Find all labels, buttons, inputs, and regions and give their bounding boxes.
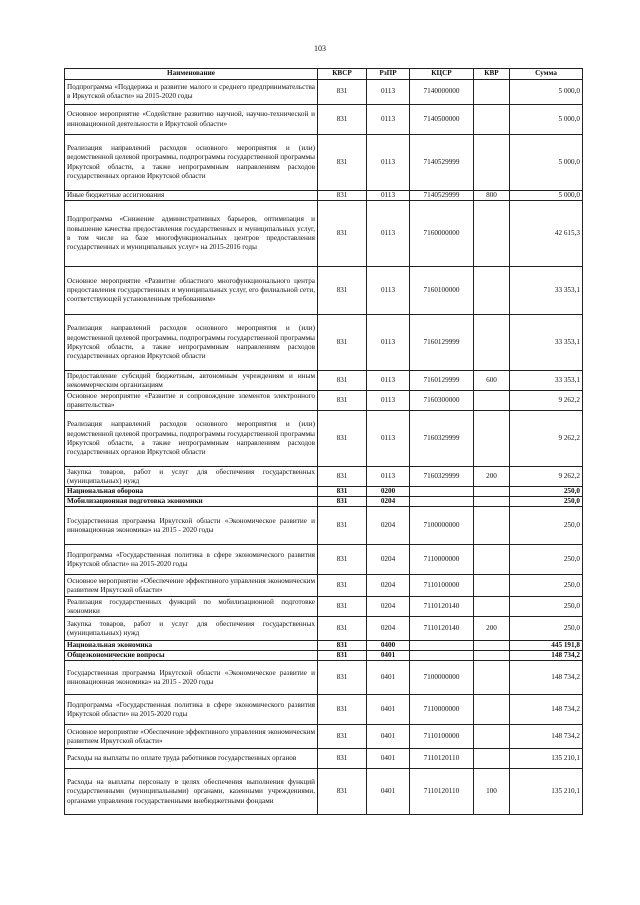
- cell-kvr: [474, 135, 510, 191]
- cell-sum: 148 734,2: [510, 725, 583, 749]
- cell-kcsr: 7160300000: [410, 391, 474, 411]
- cell-kvsr: 831: [318, 315, 367, 371]
- cell-kcsr: [410, 497, 474, 507]
- cell-kcsr: 7110120110: [410, 769, 474, 815]
- cell-kcsr: 7140529999: [410, 191, 474, 201]
- cell-rzpr: 0113: [367, 391, 410, 411]
- cell-kvr: 600: [474, 371, 510, 391]
- cell-name: Государственная программа Иркутской области «Экономическое развитие и инновационная экономика» на 2015 - 2020 годы: [65, 661, 318, 695]
- cell-kcsr: 7140000000: [410, 80, 474, 105]
- cell-kvsr: 831: [318, 391, 367, 411]
- cell-kvr: [474, 695, 510, 725]
- cell-name: Подпрограмма «Снижение административных барьеров, оптимизация и повышение качества предоставления государственных и муниципальных услуг, в том числе на базе многофункциональных центров предоставления государственных и муниципальных услуг» на 2015-2016 годы: [65, 201, 318, 267]
- cell-name: Подпрограмма «Поддержка и развитие малого и среднего предпринимательства в Иркутской области» на 2015-2020 годы: [65, 80, 318, 105]
- cell-sum: 33 353,1: [510, 315, 583, 371]
- cell-sum: 42 615,3: [510, 201, 583, 267]
- table-row: [65, 371, 583, 391]
- budget-table: [64, 68, 583, 815]
- table-row: [65, 135, 583, 191]
- cell-name: Расходы на выплаты по оплате труда работников государственных органов: [65, 749, 318, 769]
- cell-kvr: [474, 597, 510, 617]
- cell-sum: 250,0: [510, 597, 583, 617]
- cell-kvr: [474, 507, 510, 545]
- cell-kvsr: 831: [318, 617, 367, 641]
- table-row: [65, 545, 583, 575]
- cell-sum: 250,0: [510, 545, 583, 575]
- cell-kcsr: 7100000000: [410, 661, 474, 695]
- cell-kvsr: 831: [318, 191, 367, 201]
- cell-rzpr: 0401: [367, 769, 410, 815]
- table-row: [65, 641, 583, 651]
- table-row: [65, 411, 583, 467]
- cell-sum: 5 000,0: [510, 191, 583, 201]
- cell-name: Национальная экономика: [65, 641, 318, 651]
- header-name: Наименование: [65, 69, 318, 80]
- cell-kvsr: 831: [318, 487, 367, 497]
- cell-kvr: [474, 749, 510, 769]
- cell-kvr: [474, 487, 510, 497]
- cell-kvr: [474, 661, 510, 695]
- cell-rzpr: 0401: [367, 651, 410, 661]
- cell-kvsr: 831: [318, 749, 367, 769]
- cell-name: Мобилизационная подготовка экономики: [65, 497, 318, 507]
- table-row: [65, 267, 583, 315]
- table-row: [65, 191, 583, 201]
- cell-sum: 135 210,1: [510, 769, 583, 815]
- header-kvsr: КВСР: [318, 69, 367, 80]
- cell-rzpr: 0204: [367, 497, 410, 507]
- cell-kvsr: 831: [318, 725, 367, 749]
- cell-kcsr: 7140500000: [410, 105, 474, 135]
- cell-rzpr: 0113: [367, 201, 410, 267]
- cell-sum: 250,0: [510, 487, 583, 497]
- cell-kvsr: 831: [318, 105, 367, 135]
- cell-rzpr: 0113: [367, 467, 410, 487]
- cell-kvr: [474, 80, 510, 105]
- cell-kcsr: [410, 641, 474, 651]
- cell-kvsr: 831: [318, 769, 367, 815]
- cell-kvsr: 831: [318, 651, 367, 661]
- cell-name: Расходы на выплаты персоналу в целях обеспечения выполнения функций государственными (муниципальными) органами, казенными учреждениями, органами управления государственными внебюджетными фондами: [65, 769, 318, 815]
- cell-kcsr: 7160000000: [410, 201, 474, 267]
- cell-kvr: [474, 315, 510, 371]
- cell-kcsr: 7110100000: [410, 575, 474, 597]
- table-body: [65, 80, 583, 815]
- cell-kvr: [474, 725, 510, 749]
- cell-sum: 9 262,2: [510, 411, 583, 467]
- table-row: [65, 487, 583, 497]
- cell-rzpr: 0204: [367, 597, 410, 617]
- cell-kcsr: 7160129999: [410, 315, 474, 371]
- table-row: [65, 617, 583, 641]
- cell-rzpr: 0113: [367, 80, 410, 105]
- cell-kvsr: 831: [318, 371, 367, 391]
- cell-kvsr: 831: [318, 661, 367, 695]
- cell-kcsr: [410, 487, 474, 497]
- header-kcsr: КЦСР: [410, 69, 474, 80]
- cell-kvsr: 831: [318, 695, 367, 725]
- cell-kvsr: 831: [318, 135, 367, 191]
- cell-kcsr: 7110000000: [410, 545, 474, 575]
- cell-kvr: 200: [474, 617, 510, 641]
- table-row: [65, 725, 583, 749]
- cell-kcsr: 7110120140: [410, 597, 474, 617]
- cell-name: Общеэкономические вопросы: [65, 651, 318, 661]
- cell-kvsr: 831: [318, 267, 367, 315]
- cell-kvsr: 831: [318, 575, 367, 597]
- cell-rzpr: 0113: [367, 135, 410, 191]
- cell-kvr: [474, 575, 510, 597]
- cell-sum: 250,0: [510, 497, 583, 507]
- cell-rzpr: 0401: [367, 725, 410, 749]
- cell-name: Основное мероприятие «Обеспечение эффективного управления экономическим развитием Иркутской области»: [65, 725, 318, 749]
- cell-name: Предоставление субсидий бюджетным, автономным учреждениям и иным некоммерческим организациям: [65, 371, 318, 391]
- cell-sum: 250,0: [510, 617, 583, 641]
- cell-name: Основное мероприятие «Развитие и сопровождение элементов электронного правительства»: [65, 391, 318, 411]
- cell-kcsr: 7160329999: [410, 467, 474, 487]
- cell-rzpr: 0113: [367, 371, 410, 391]
- table-row: [65, 597, 583, 617]
- cell-rzpr: 0400: [367, 641, 410, 651]
- cell-kvr: 800: [474, 191, 510, 201]
- cell-rzpr: 0401: [367, 695, 410, 725]
- cell-sum: 250,0: [510, 507, 583, 545]
- cell-kcsr: 7140529999: [410, 135, 474, 191]
- cell-kcsr: 7110120140: [410, 617, 474, 641]
- cell-rzpr: 0204: [367, 575, 410, 597]
- table-row: [65, 661, 583, 695]
- cell-kvsr: 831: [318, 597, 367, 617]
- table-row: [65, 575, 583, 597]
- table-row: [65, 80, 583, 105]
- cell-rzpr: 0200: [367, 487, 410, 497]
- table-row: [65, 467, 583, 487]
- table-row: [65, 315, 583, 371]
- table-row: [65, 201, 583, 267]
- cell-name: Закупка товаров, работ и услуг для обеспечения государственных (муниципальных) нужд: [65, 467, 318, 487]
- cell-rzpr: 0401: [367, 749, 410, 769]
- cell-kvr: [474, 105, 510, 135]
- cell-kvr: [474, 497, 510, 507]
- cell-sum: 148 734,2: [510, 695, 583, 725]
- cell-kvsr: 831: [318, 507, 367, 545]
- cell-sum: 33 353,1: [510, 267, 583, 315]
- cell-kcsr: 7110120110: [410, 749, 474, 769]
- cell-rzpr: 0113: [367, 267, 410, 315]
- table-row: [65, 507, 583, 545]
- header-rzpr: РзПР: [367, 69, 410, 80]
- table-row: [65, 749, 583, 769]
- cell-kvr: [474, 411, 510, 467]
- cell-kvsr: 831: [318, 201, 367, 267]
- cell-sum: 445 191,8: [510, 641, 583, 651]
- cell-rzpr: 0204: [367, 507, 410, 545]
- cell-name: Основное мероприятие «Обеспечение эффективного управления экономическим развитием Иркутской области»: [65, 575, 318, 597]
- table-row: [65, 651, 583, 661]
- cell-sum: 9 262,2: [510, 467, 583, 487]
- cell-kvr: [474, 391, 510, 411]
- cell-rzpr: 0113: [367, 105, 410, 135]
- header-sum: Сумма: [510, 69, 583, 80]
- cell-rzpr: 0401: [367, 661, 410, 695]
- cell-kcsr: 7160329999: [410, 411, 474, 467]
- header-kvr: КВР: [474, 69, 510, 80]
- cell-name: Реализация направлений расходов основного мероприятия и (или) ведомственной целевой программы, подпрограммы государственной программы Иркутской области, а также непрограммным направлениям расходов государственных органов Иркутской области: [65, 315, 318, 371]
- page-number: 103: [314, 44, 326, 53]
- cell-kvr: [474, 651, 510, 661]
- table-header-row: [65, 69, 583, 80]
- cell-kcsr: 7100000000: [410, 507, 474, 545]
- cell-kcsr: 7110100000: [410, 725, 474, 749]
- cell-kvsr: 831: [318, 467, 367, 487]
- cell-rzpr: 0113: [367, 411, 410, 467]
- cell-rzpr: 0113: [367, 191, 410, 201]
- cell-name: Национальная оборона: [65, 487, 318, 497]
- cell-kvsr: 831: [318, 641, 367, 651]
- cell-kvsr: 831: [318, 411, 367, 467]
- cell-name: Реализация направлений расходов основного мероприятия и (или) ведомственной целевой программы, подпрограммы государственной программы Иркутской области, а также непрограммным направлениям расходов государственных органов Иркутской области: [65, 411, 318, 467]
- cell-sum: 33 353,1: [510, 371, 583, 391]
- cell-sum: 5 000,0: [510, 80, 583, 105]
- table-row: [65, 695, 583, 725]
- cell-name: Закупка товаров, работ и услуг для обеспечения государственных (муниципальных) нужд: [65, 617, 318, 641]
- cell-name: Реализация направлений расходов основного мероприятия и (или) ведомственной целевой программы, подпрограммы государственной программы Иркутской области, а также непрограммным направлениям расходов государственных органов Иркутской области: [65, 135, 318, 191]
- cell-kvsr: 831: [318, 545, 367, 575]
- cell-sum: 135 210,1: [510, 749, 583, 769]
- table-row: [65, 497, 583, 507]
- cell-name: Подпрограмма «Государственная политика в сфере экономического развития Иркутской области» на 2015-2020 годы: [65, 695, 318, 725]
- cell-sum: 148 734,2: [510, 651, 583, 661]
- cell-kcsr: 7160100000: [410, 267, 474, 315]
- cell-kvr: [474, 545, 510, 575]
- cell-kcsr: [410, 651, 474, 661]
- cell-kvr: 200: [474, 467, 510, 487]
- cell-kvr: [474, 267, 510, 315]
- cell-kvr: [474, 201, 510, 267]
- cell-name: Иные бюджетные ассигнования: [65, 191, 318, 201]
- cell-kcsr: 7160129999: [410, 371, 474, 391]
- cell-sum: 148 734,2: [510, 661, 583, 695]
- cell-name: Реализация государственных функций по мобилизационной подготовке экономики: [65, 597, 318, 617]
- cell-rzpr: 0204: [367, 545, 410, 575]
- cell-name: Подпрограмма «Государственная политика в сфере экономического развития Иркутской области» на 2015-2020 годы: [65, 545, 318, 575]
- table-row: [65, 105, 583, 135]
- table-row: [65, 391, 583, 411]
- cell-kvr: 100: [474, 769, 510, 815]
- cell-kvsr: 831: [318, 497, 367, 507]
- cell-sum: 250,0: [510, 575, 583, 597]
- cell-name: Государственная программа Иркутской области «Экономическое развитие и инновационная экономика» на 2015 - 2020 годы: [65, 507, 318, 545]
- cell-kcsr: 7110000000: [410, 695, 474, 725]
- cell-sum: 5 000,0: [510, 135, 583, 191]
- table-row: [65, 769, 583, 815]
- cell-name: Основное мероприятие «Содействие развитию научной, научно-технической и инновационной деятельности в Иркутской области»: [65, 105, 318, 135]
- cell-rzpr: 0113: [367, 315, 410, 371]
- cell-name: Основное мероприятие «Развитие областного многофункционального центра предоставления государственных и муниципальных услуг, его филиальной сети, соответствующей установленным требованиям»: [65, 267, 318, 315]
- cell-rzpr: 0204: [367, 617, 410, 641]
- cell-sum: 9 262,2: [510, 391, 583, 411]
- cell-kvsr: 831: [318, 80, 367, 105]
- cell-sum: 5 000,0: [510, 105, 583, 135]
- cell-kvr: [474, 641, 510, 651]
